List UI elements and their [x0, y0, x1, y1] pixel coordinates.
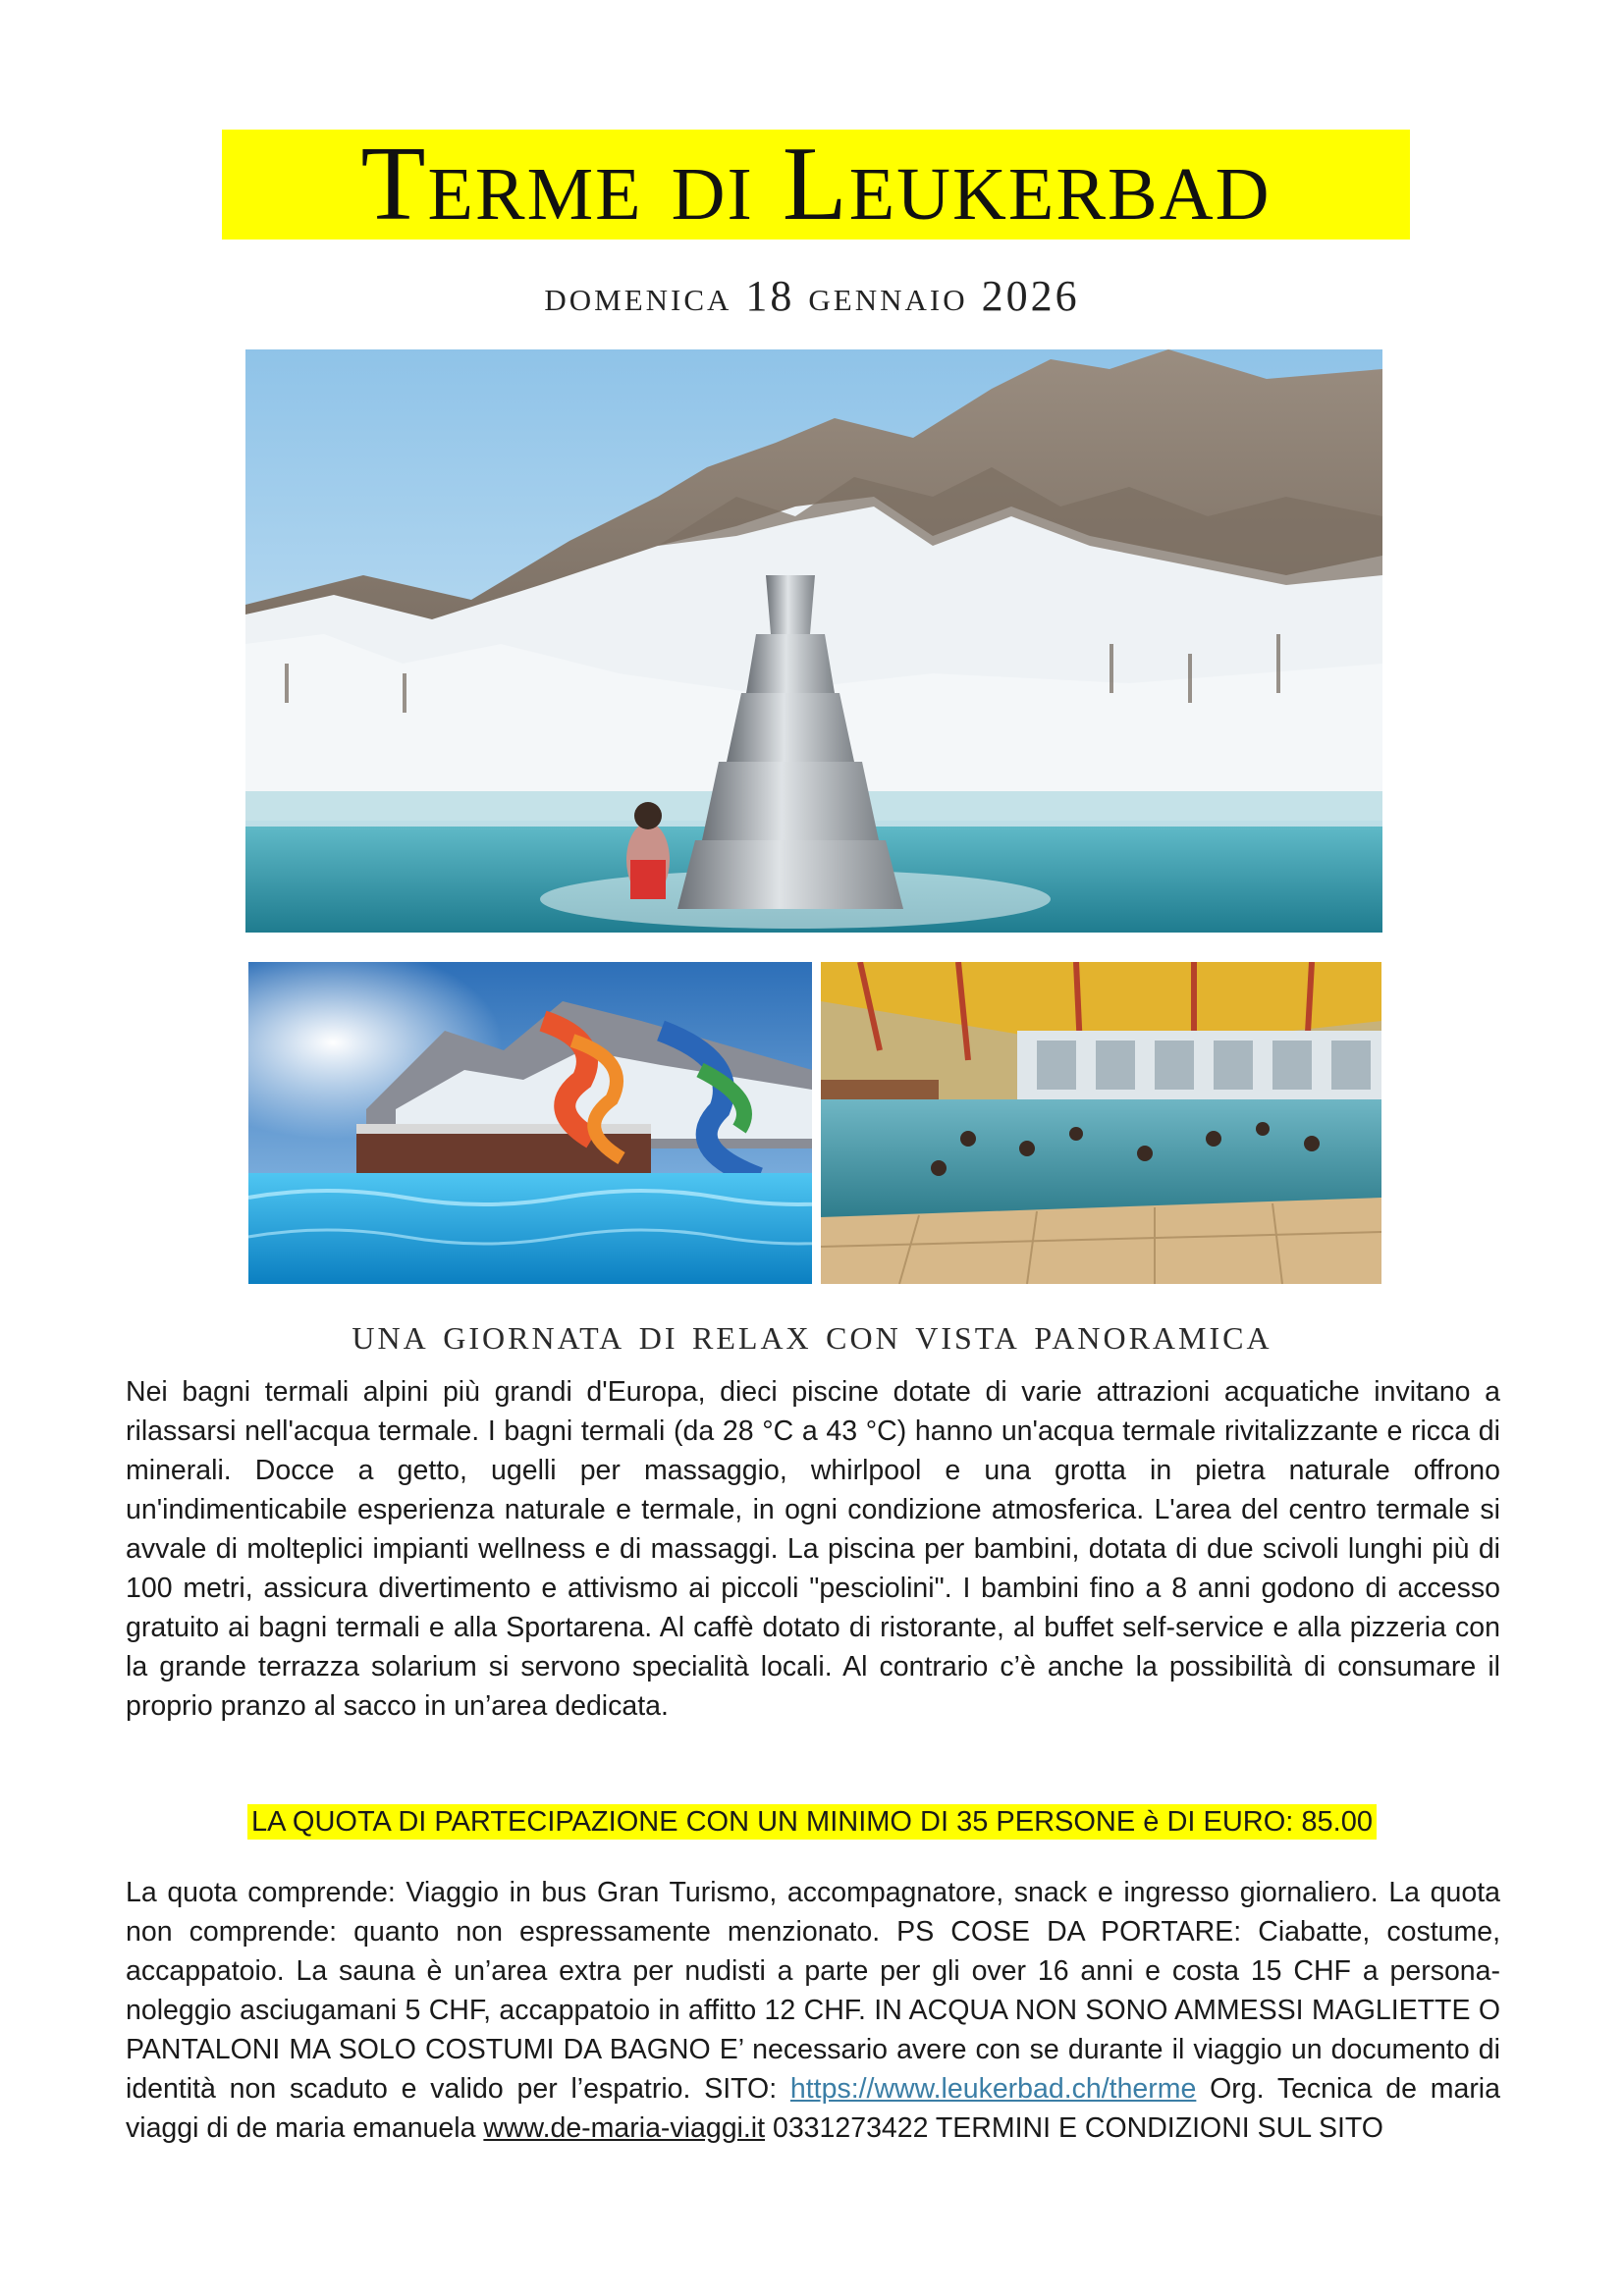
page-title: Terme di Leukerbad — [360, 126, 1272, 242]
price-text: LA QUOTA DI PARTECIPAZIONE CON UN MINIMO DI 35 PERSONE è DI EURO: 85.00 — [247, 1804, 1377, 1840]
section-subtitle: una giornata di relax con vista panoramica — [352, 1308, 1272, 1359]
water-slides-pool-photo — [248, 962, 812, 1284]
organizer-site-link[interactable]: www.de-maria-viaggi.it — [483, 2112, 766, 2144]
leukerbad-site-link[interactable]: https://www.leukerbad.ch/therme — [789, 2073, 1197, 2105]
contact-terms-text: 0331273422 TERMINI E CONDIZIONI SUL SITO — [765, 2112, 1383, 2144]
organizer-text: Org. Tecnica de maria viaggi di de maria emanuela — [126, 2073, 1500, 2144]
title-highlight — [222, 126, 1410, 242]
outdoor-thermal-pool-photo — [245, 349, 1382, 933]
description-paragraph: Nei bagni termali alpini più grandi d'Europa, dieci piscine dotate di varie attrazioni acquatiche invitano a rilassarsi nell'acqua termale. I bagni termali (da 28 °C a 43 °C) hanno un'acqua termale rivitalizzante e ricca di minerali. Docce a getto, ugelli per massaggio, whirlpool e una grotta in pietra naturale offrono un'indimenticabile esperienza naturale e termale, in ogni condizione atmosferica. L'area del centro termale si avvale di molteplici impianti wellness e di massaggi. La piscina per bambini, dotata di due scivoli lunghi più di 100 metri, assicura divertimento e attivismo ai piccoli "pesciolini". I bambini fino a 8 anni godono di accesso gratuito ai bagni termali e alla Sportarena. Al caffè dotato di ristorante, al buffet self-service e alla pizzeria con la grande terrazza solarium si servono specialità locali. Al contrario c’è anche la possibilità di consumare il proprio pranzo al sacco in un’area dedicata. — [126, 1376, 1500, 1722]
details-text: La quota comprende: Viaggio in bus Gran Turismo, accompagnatore, snack e ingresso giornaliero. La quota non comprende: quanto non espressamente menzionato. PS COSE DA PORTARE: Ciabatte, costume, accappatoio. La sauna è un’area extra per nudisti a parte per gli over 16 anni e costa 15 CHF a persona- noleggio asciugamani 5 CHF, accappatoio in affitto 12 CHF. IN ACQUA NON SONO AMMESSI MAGLIETTE O PANTALONI MA SOLO COSTUMI DA BAGNO E’ necessario avere con se durante il viaggio un documento di identità non scaduto e valido per l’espatrio. SITO: — [126, 1877, 1500, 2105]
details-paragraph — [126, 1873, 1500, 2148]
indoor-pool-photo — [821, 962, 1381, 1284]
event-date: domenica 18 gennaio 2026 — [544, 272, 1080, 320]
price-banner — [0, 1802, 1624, 1842]
